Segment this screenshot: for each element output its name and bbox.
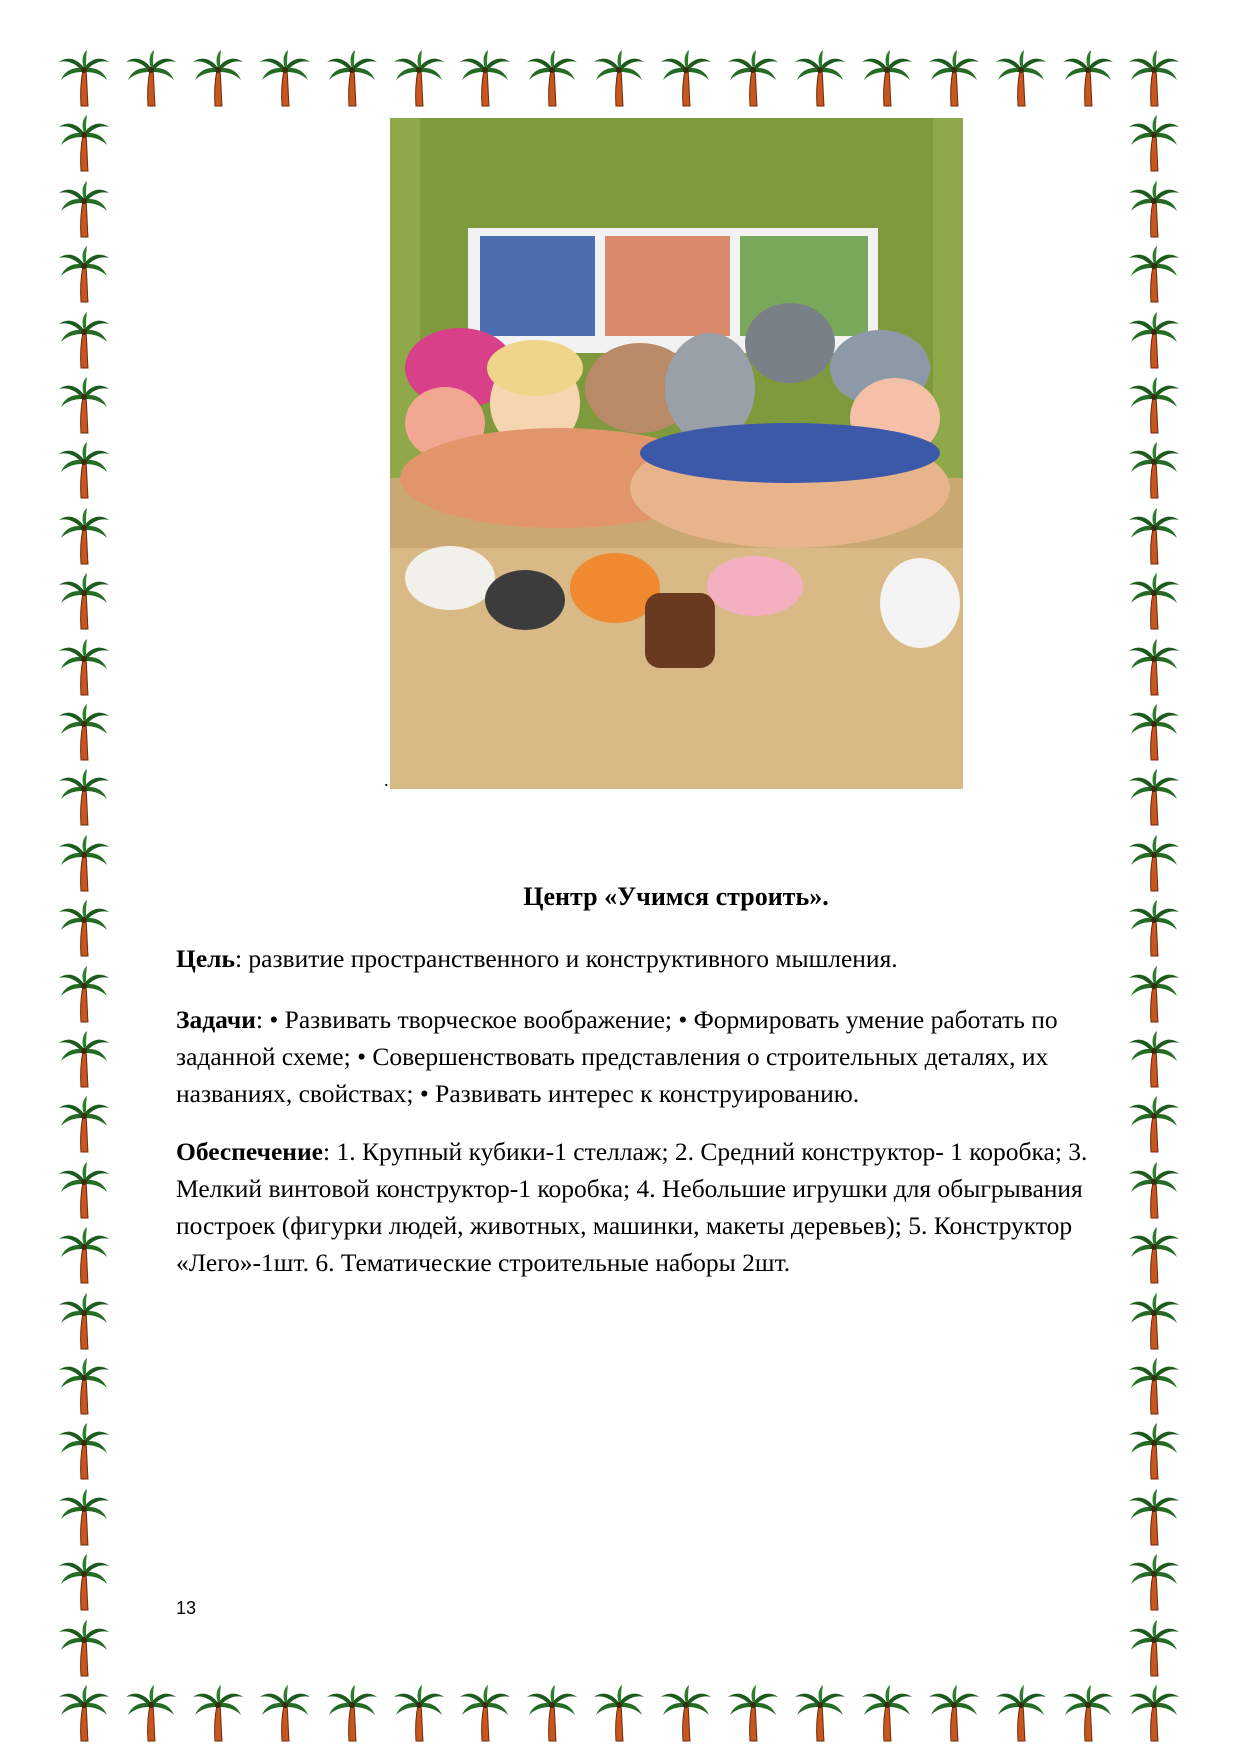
palm-tree-icon — [57, 1031, 111, 1089]
palm-tree-icon — [1127, 704, 1181, 762]
page-number: 13 — [176, 1598, 197, 1618]
palm-tree-icon — [1127, 377, 1181, 435]
palm-tree-icon — [659, 50, 713, 108]
palm-tree-icon — [927, 1685, 981, 1743]
palm-tree-icon — [1127, 769, 1181, 827]
palm-tree-icon — [57, 442, 111, 500]
palm-tree-icon — [1127, 246, 1181, 304]
palm-tree-icon — [1061, 1685, 1115, 1743]
palm-tree-icon — [1127, 1423, 1181, 1481]
palm-tree-icon — [1127, 508, 1181, 566]
palm-tree-icon — [57, 1162, 111, 1220]
goal-label: Цель — [176, 944, 235, 973]
palm-tree-icon — [392, 1685, 446, 1743]
palm-tree-icon — [57, 377, 111, 435]
photo-caption-dot: . — [384, 770, 389, 790]
palm-tree-icon — [592, 1685, 646, 1743]
palm-tree-icon — [124, 50, 178, 108]
palm-tree-icon — [1127, 1358, 1181, 1416]
tasks-label: Задачи — [176, 1005, 256, 1034]
palm-tree-icon — [392, 50, 446, 108]
palm-tree-icon — [860, 1685, 914, 1743]
palm-tree-icon — [57, 1096, 111, 1154]
tasks-paragraph — [176, 1001, 1136, 1112]
palm-tree-icon — [1127, 181, 1181, 239]
palm-tree-icon — [726, 1685, 780, 1743]
palm-tree-icon — [57, 1554, 111, 1612]
palm-tree-icon — [57, 1293, 111, 1351]
palm-tree-icon — [57, 1685, 111, 1743]
palm-tree-icon — [860, 50, 914, 108]
palm-tree-icon — [57, 639, 111, 697]
palm-tree-icon — [57, 115, 111, 173]
palm-tree-icon — [57, 769, 111, 827]
palm-tree-icon — [525, 50, 579, 108]
palm-tree-icon — [1127, 1554, 1181, 1612]
palm-tree-icon — [1127, 639, 1181, 697]
provision-label: Обеспечение — [176, 1137, 323, 1166]
palm-tree-icon — [994, 50, 1048, 108]
palm-tree-icon — [57, 1227, 111, 1285]
goal-paragraph — [176, 940, 1136, 977]
palm-tree-icon — [994, 1685, 1048, 1743]
palm-tree-icon — [57, 1620, 111, 1678]
palm-tree-icon — [57, 900, 111, 958]
section-heading: Центр «Учимся строить». — [523, 882, 829, 911]
palm-tree-icon — [592, 50, 646, 108]
palm-tree-icon — [1127, 1293, 1181, 1351]
palm-tree-icon — [57, 50, 111, 108]
palm-tree-icon — [1061, 50, 1115, 108]
palm-tree-icon — [57, 835, 111, 893]
palm-tree-icon — [57, 312, 111, 370]
palm-tree-icon — [325, 1685, 379, 1743]
palm-tree-icon — [57, 1489, 111, 1547]
palm-tree-icon — [793, 1685, 847, 1743]
palm-tree-icon — [1127, 1685, 1181, 1743]
palm-tree-icon — [191, 50, 245, 108]
palm-tree-icon — [57, 573, 111, 631]
palm-tree-icon — [124, 1685, 178, 1743]
palm-tree-icon — [458, 1685, 512, 1743]
palm-tree-icon — [1127, 312, 1181, 370]
palm-tree-icon — [1127, 50, 1181, 108]
palm-tree-icon — [525, 1685, 579, 1743]
toy-shelf-photo — [390, 118, 963, 789]
palm-tree-icon — [57, 508, 111, 566]
palm-tree-icon — [57, 246, 111, 304]
palm-tree-icon — [726, 50, 780, 108]
tasks-text: : • Развивать творческое воображение; • Формировать умение работать по заданной схеме; • Совершенствовать представления о строительных деталях, их названиях, свойствах; • Развивать интерес к конструированию. — [176, 1005, 1058, 1108]
palm-tree-icon — [1127, 573, 1181, 631]
palm-tree-icon — [57, 1358, 111, 1416]
provision-text: : 1. Крупный кубики-1 стеллаж; 2. Средний конструктор- 1 коробка; 3. Мелкий винтовой конструктор-1 коробка; 4. Небольшие игрушки для обыгрывания построек (фигурки людей, животных, машинки, макеты деревьев); 5. Конструктор «Лего»-1шт. 6. Тематические строительные наборы 2шт. — [176, 1137, 1088, 1277]
palm-tree-icon — [57, 1423, 111, 1481]
palm-tree-icon — [325, 50, 379, 108]
goal-text: : развитие пространственного и конструктивного мышления. — [234, 944, 898, 973]
palm-tree-icon — [1127, 1489, 1181, 1547]
palm-tree-icon — [1127, 115, 1181, 173]
palm-tree-icon — [1127, 442, 1181, 500]
palm-tree-icon — [57, 966, 111, 1024]
palm-tree-icon — [659, 1685, 713, 1743]
palm-tree-icon — [191, 1685, 245, 1743]
palm-tree-icon — [927, 50, 981, 108]
palm-tree-icon — [258, 50, 312, 108]
palm-tree-icon — [793, 50, 847, 108]
provision-paragraph — [176, 1133, 1136, 1281]
palm-tree-icon — [458, 50, 512, 108]
palm-tree-icon — [258, 1685, 312, 1743]
palm-tree-icon — [57, 181, 111, 239]
palm-tree-icon — [57, 704, 111, 762]
palm-tree-icon — [1127, 1620, 1181, 1678]
